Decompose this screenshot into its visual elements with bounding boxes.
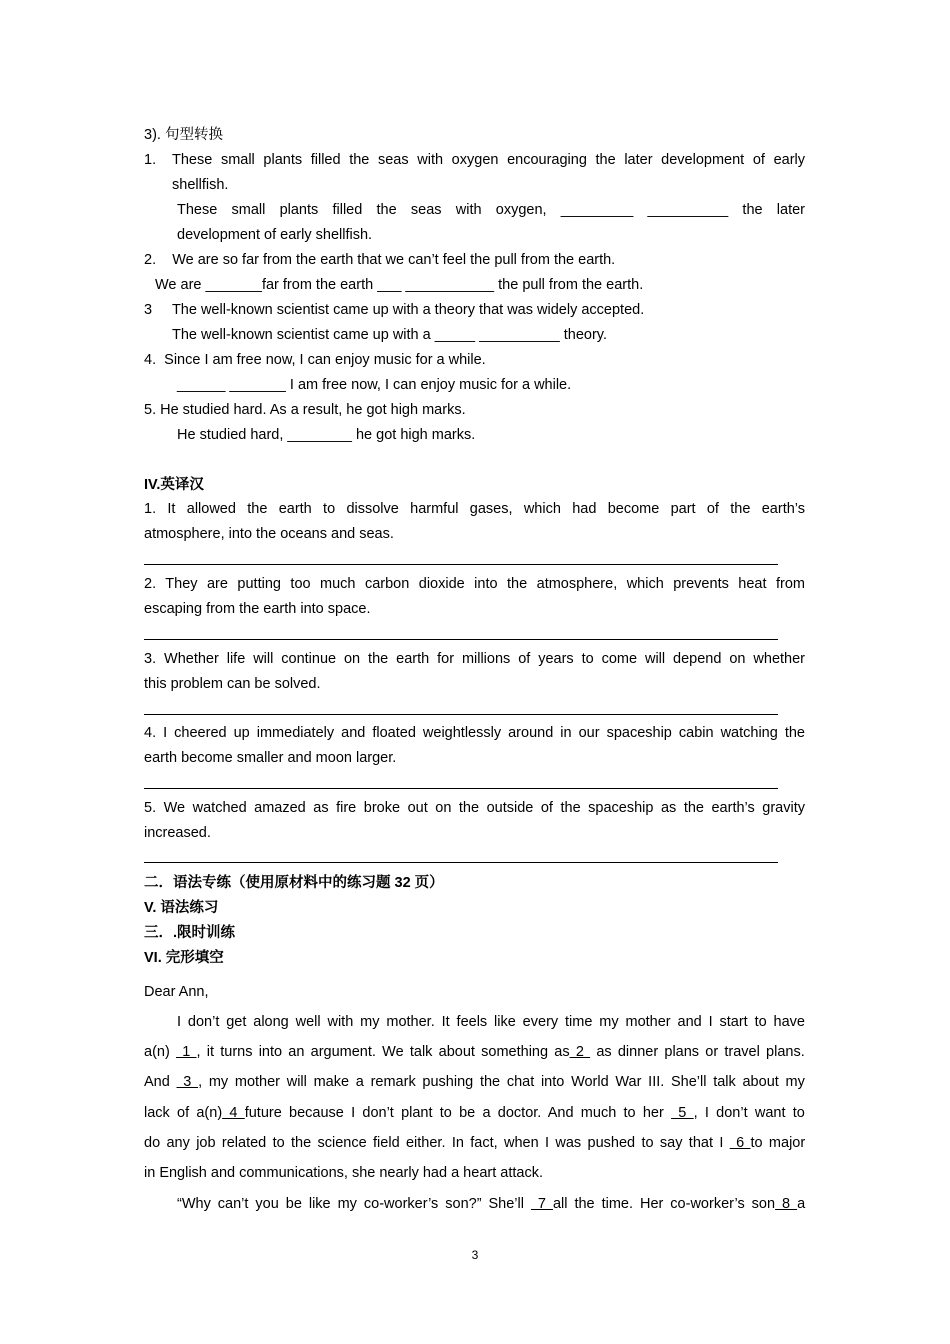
q4-line-a: 4. Since I am free now, I can enjoy music for a while. xyxy=(144,352,486,368)
section-3-heading: 3). 句型转换 xyxy=(144,127,223,143)
answer-line-5[interactable] xyxy=(144,862,778,863)
q1-number: 1. xyxy=(144,152,157,168)
section-4-heading: IV.英译汉 xyxy=(144,477,204,493)
letter-line-1: I don’t get along well with my mother. It feels like every time my mother and I start to have xyxy=(177,1014,805,1030)
blank-4[interactable]: 4 xyxy=(222,1105,245,1121)
timed-training-heading: 三．.限时训练 xyxy=(144,925,236,941)
q3-line-b: The well-known scientist came up with a _____ __________ theory. xyxy=(172,327,607,343)
translate-2-line-a: 2. They are putting too much carbon dioxide into the atmosphere, which prevents heat from xyxy=(144,576,805,592)
page-number: 3 xyxy=(471,1248,479,1262)
q2-line-a: 2. We are so far from the earth that we can’t feel the pull from the earth. xyxy=(144,252,616,268)
cloze-heading: VI. 完形填空 xyxy=(144,950,224,966)
q5-line-a: 5. He studied hard. As a result, he got high marks. xyxy=(144,402,466,418)
translate-2-line-b: escaping from the earth into space. xyxy=(144,601,371,617)
translate-4-line-a: 4. I cheered up immediately and floated weightlessly around in our spaceship cabin watching the xyxy=(144,725,805,741)
q1-line-d: development of early shellfish. xyxy=(177,227,373,243)
q3-line-a: 3 The well-known scientist came up with a theory that was widely accepted. xyxy=(144,302,645,318)
letter-line-5: do any job related to the science field either. In fact, when I was pushed to say that I 6 to major xyxy=(144,1135,806,1151)
blank-1[interactable]: 1 xyxy=(176,1044,197,1060)
translate-5-line-a: 5. We watched amazed as fire broke out on the outside of the spaceship as the earth’s gravity xyxy=(144,800,805,816)
q1-line-b: shellfish. xyxy=(172,177,229,193)
letter-line-4: lack of a(n) 4 future because I don’t plant to be a doctor. And much to her 5 , I don’t want to xyxy=(144,1105,805,1121)
answer-line-2[interactable] xyxy=(144,639,778,640)
letter-line-2: a(n) 1 , it turns into an argument. We talk about something as 2 as dinner plans or travel plans. xyxy=(144,1044,805,1060)
blank-2[interactable]: 2 xyxy=(569,1044,591,1060)
blank-7[interactable]: 7 xyxy=(530,1196,553,1212)
letter-greeting: Dear Ann, xyxy=(144,984,209,1000)
q1-line-a: These small plants filled the seas with oxygen encouraging the later development of early xyxy=(172,152,805,168)
q5-line-b: He studied hard, ________ he got high marks. xyxy=(177,427,476,443)
blank-6[interactable]: 6 xyxy=(729,1135,751,1151)
letter-line-7: “Why can’t you be like my co-worker’s son?” She’ll 7 all the time. Her co-worker’s son 8 a xyxy=(177,1196,806,1212)
blank-5[interactable]: 5 xyxy=(671,1105,694,1121)
translate-3-line-b: this problem can be solved. xyxy=(144,676,321,692)
letter-line-6: in English and communications, she nearly had a heart attack. xyxy=(144,1165,543,1181)
grammar-practice-heading: V. 语法练习 xyxy=(144,900,219,916)
translate-4-line-b: earth become smaller and moon larger. xyxy=(144,750,397,766)
grammar-section-heading: 二．语法专练（使用原材料中的练习题 32 页） xyxy=(144,875,444,891)
translate-1-line-b: atmosphere, into the oceans and seas. xyxy=(144,526,394,542)
q4-line-b: ______ _______ I am free now, I can enjoy music for a while. xyxy=(177,377,572,393)
letter-line-3: And 3 , my mother will make a remark pushing the chat into World War III. She’ll talk about my xyxy=(144,1074,805,1090)
answer-line-1[interactable] xyxy=(144,564,778,565)
answer-line-3[interactable] xyxy=(144,714,778,715)
q2-line-b: We are _______far from the earth ___ ___________ the pull from the earth. xyxy=(155,277,644,293)
translate-5-line-b: increased. xyxy=(144,825,211,841)
answer-line-4[interactable] xyxy=(144,788,778,789)
blank-3[interactable]: 3 xyxy=(176,1074,199,1090)
translate-1-line-a: 1. It allowed the earth to dissolve harmful gases, which had become part of the earth’s xyxy=(144,501,805,517)
blank-8[interactable]: 8 xyxy=(775,1196,798,1212)
translate-3-line-a: 3. Whether life will continue on the earth for millions of years to come will depend on whether xyxy=(144,651,805,667)
q1-line-c: These small plants filled the seas with oxygen, _________ __________ the later xyxy=(177,202,805,218)
